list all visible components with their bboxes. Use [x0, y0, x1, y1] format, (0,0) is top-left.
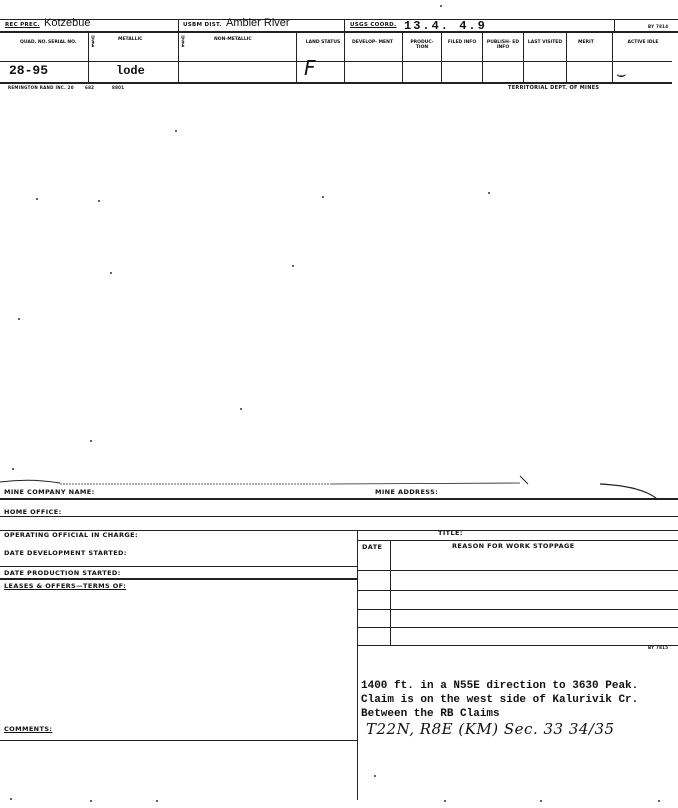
form-number-bottom: BY 7815 [648, 645, 669, 650]
leases-offers-label: LEASES & OFFERS—TERMS OF: [4, 582, 127, 590]
metallic-value: lode [116, 64, 145, 78]
operating-official-label: OPERATING OFFICIAL IN CHARGE: [4, 531, 138, 539]
use-metallic-header: USE [91, 36, 95, 49]
filed-info-header: FILED INFO [447, 40, 477, 45]
rec-prec-label: REC PREC. [5, 22, 40, 28]
usgs-coord-label: USGS COORD. [350, 22, 397, 28]
location-notes [361, 679, 638, 721]
land-status-header: LAND STATUS [305, 40, 341, 45]
handwritten-location: T22N, R8E (KM) Sec. 33 34/35 [366, 720, 615, 738]
note-line: Between the RB Claims [361, 708, 500, 720]
non-metallic-header: NON-METALLIC [214, 37, 252, 42]
comments-label: COMMENTS: [4, 725, 53, 733]
active-idle-mark: ⌣ [616, 64, 627, 83]
date-production-label: DATE PRODUCTION STARTED: [4, 569, 121, 577]
date-development-label: DATE DEVELOPMENT STARTED: [4, 549, 127, 557]
note-line: Claim is on the west side of Kalurivik Cr. [361, 694, 639, 706]
reason-column-header: REASON FOR WORK STOPPAGE [452, 542, 575, 550]
land-status-value: F [304, 56, 316, 80]
usgs-coord-value: 13.4. 4.9 [404, 19, 487, 33]
mine-company-name-label: MINE COMPANY NAME: [4, 488, 95, 496]
form-number-top: BY 7814 [648, 24, 669, 29]
metallic-header: METALLIC [118, 37, 143, 42]
home-office-label: HOME OFFICE: [4, 508, 62, 516]
serial-no-header: SERIAL NO. [48, 40, 77, 45]
active-idle-header: ACTIVE IDLE [627, 40, 659, 45]
usbm-dist-label: USBM DIST. [183, 22, 222, 28]
published-info-header: PUBLISH- ED INFO [486, 40, 520, 50]
printer-imprint: REMINGTON RAND INC. 20 [8, 85, 74, 90]
quad-serial-value: 28-95 [9, 63, 49, 78]
mine-address-label: MINE ADDRESS: [375, 488, 439, 496]
development-header: DEVELOP- MENT [352, 40, 393, 45]
quad-no-header: QUAD. NO. [20, 40, 48, 45]
printer-code-2: 8801 [112, 85, 125, 90]
title-label: TITLE: [438, 529, 463, 537]
merit-header: MERIT [578, 40, 594, 45]
torn-edge [0, 470, 678, 500]
usbm-dist-value: Ambler River [226, 17, 290, 29]
date-column-header: DATE [362, 543, 383, 551]
note-line: 1400 ft. in a N55E direction to 3630 Peak. [361, 680, 639, 692]
production-header: PRODUC- TION [410, 40, 434, 50]
printer-code-1: 682 [85, 85, 95, 90]
use-nonmetallic-header: USE [181, 36, 185, 49]
department-label: TERRITORIAL DEPT. OF MINES [508, 85, 600, 91]
last-visited-header: LAST VISITED [527, 40, 563, 45]
rec-prec-value: Kotzebue [44, 17, 91, 29]
